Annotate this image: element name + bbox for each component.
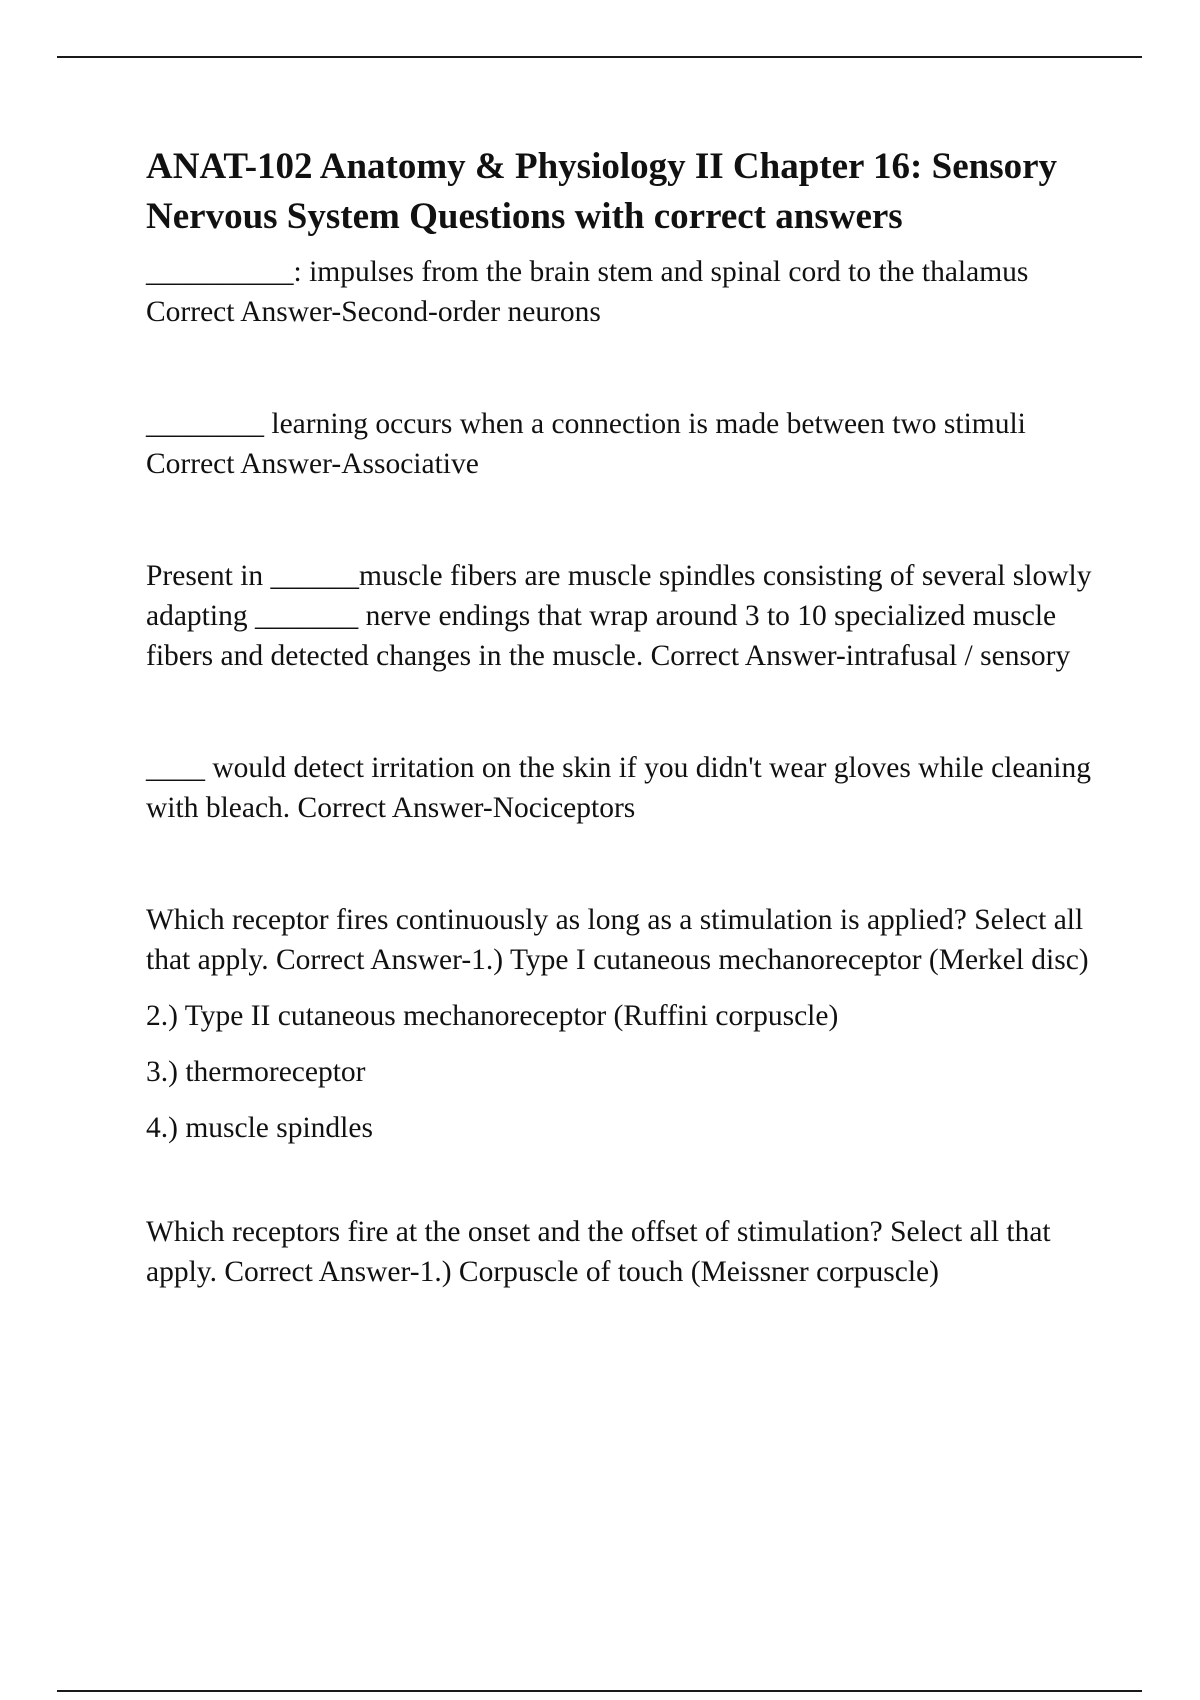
answer-line: 4.) muscle spindles [146, 1112, 373, 1144]
document-title: ANAT-102 Anatomy & Physiology II Chapter 16: Sensory Nervous System Questions with correct answers [146, 146, 1058, 237]
qa-text: Which receptors fire at the onset and the offset of stimulation? Select all that apply. Correct Answer-1.) Corpuscle of touch (Meissner corpuscle) [146, 1216, 1051, 1288]
top-divider [57, 56, 1142, 58]
qa-text: Which receptor fires continuously as long as a stimulation is applied? Select all that apply. Correct Answer-1.) Type I cutaneous mechanoreceptor (Merkel disc) [146, 904, 1089, 976]
answer-line: 2.) Type II cutaneous mechanoreceptor (Ruffini corpuscle) [146, 1000, 839, 1032]
bottom-divider [57, 1690, 1142, 1692]
qa-item-3 [146, 556, 1096, 676]
qa-item-2 [146, 404, 1096, 484]
qa-text: __________: impulses from the brain stem and spinal cord to the thalamus Correct Answer-Second-order neurons [146, 256, 1029, 328]
qa-text: ____ would detect irritation on the skin if you didn't wear gloves while cleaning with bleach. Correct Answer-Nociceptors [146, 752, 1092, 824]
qa-item-6 [146, 1212, 1096, 1292]
qa-item-1 [146, 252, 1096, 332]
qa-text: ________ learning occurs when a connection is made between two stimuli Correct Answer-Associative [146, 408, 1026, 480]
qa-item-5 [146, 900, 1096, 1148]
qa-text: Present in ______muscle fibers are muscle spindles consisting of several slowly adapting _______ nerve endings that wrap around 3 to 10 specialized muscle fibers and detected changes in the muscle. Correct Answer-intrafusal / sensory [146, 560, 1092, 672]
document-body [146, 142, 1096, 1292]
qa-item-4 [146, 748, 1096, 828]
answer-line: 3.) thermoreceptor [146, 1056, 366, 1088]
